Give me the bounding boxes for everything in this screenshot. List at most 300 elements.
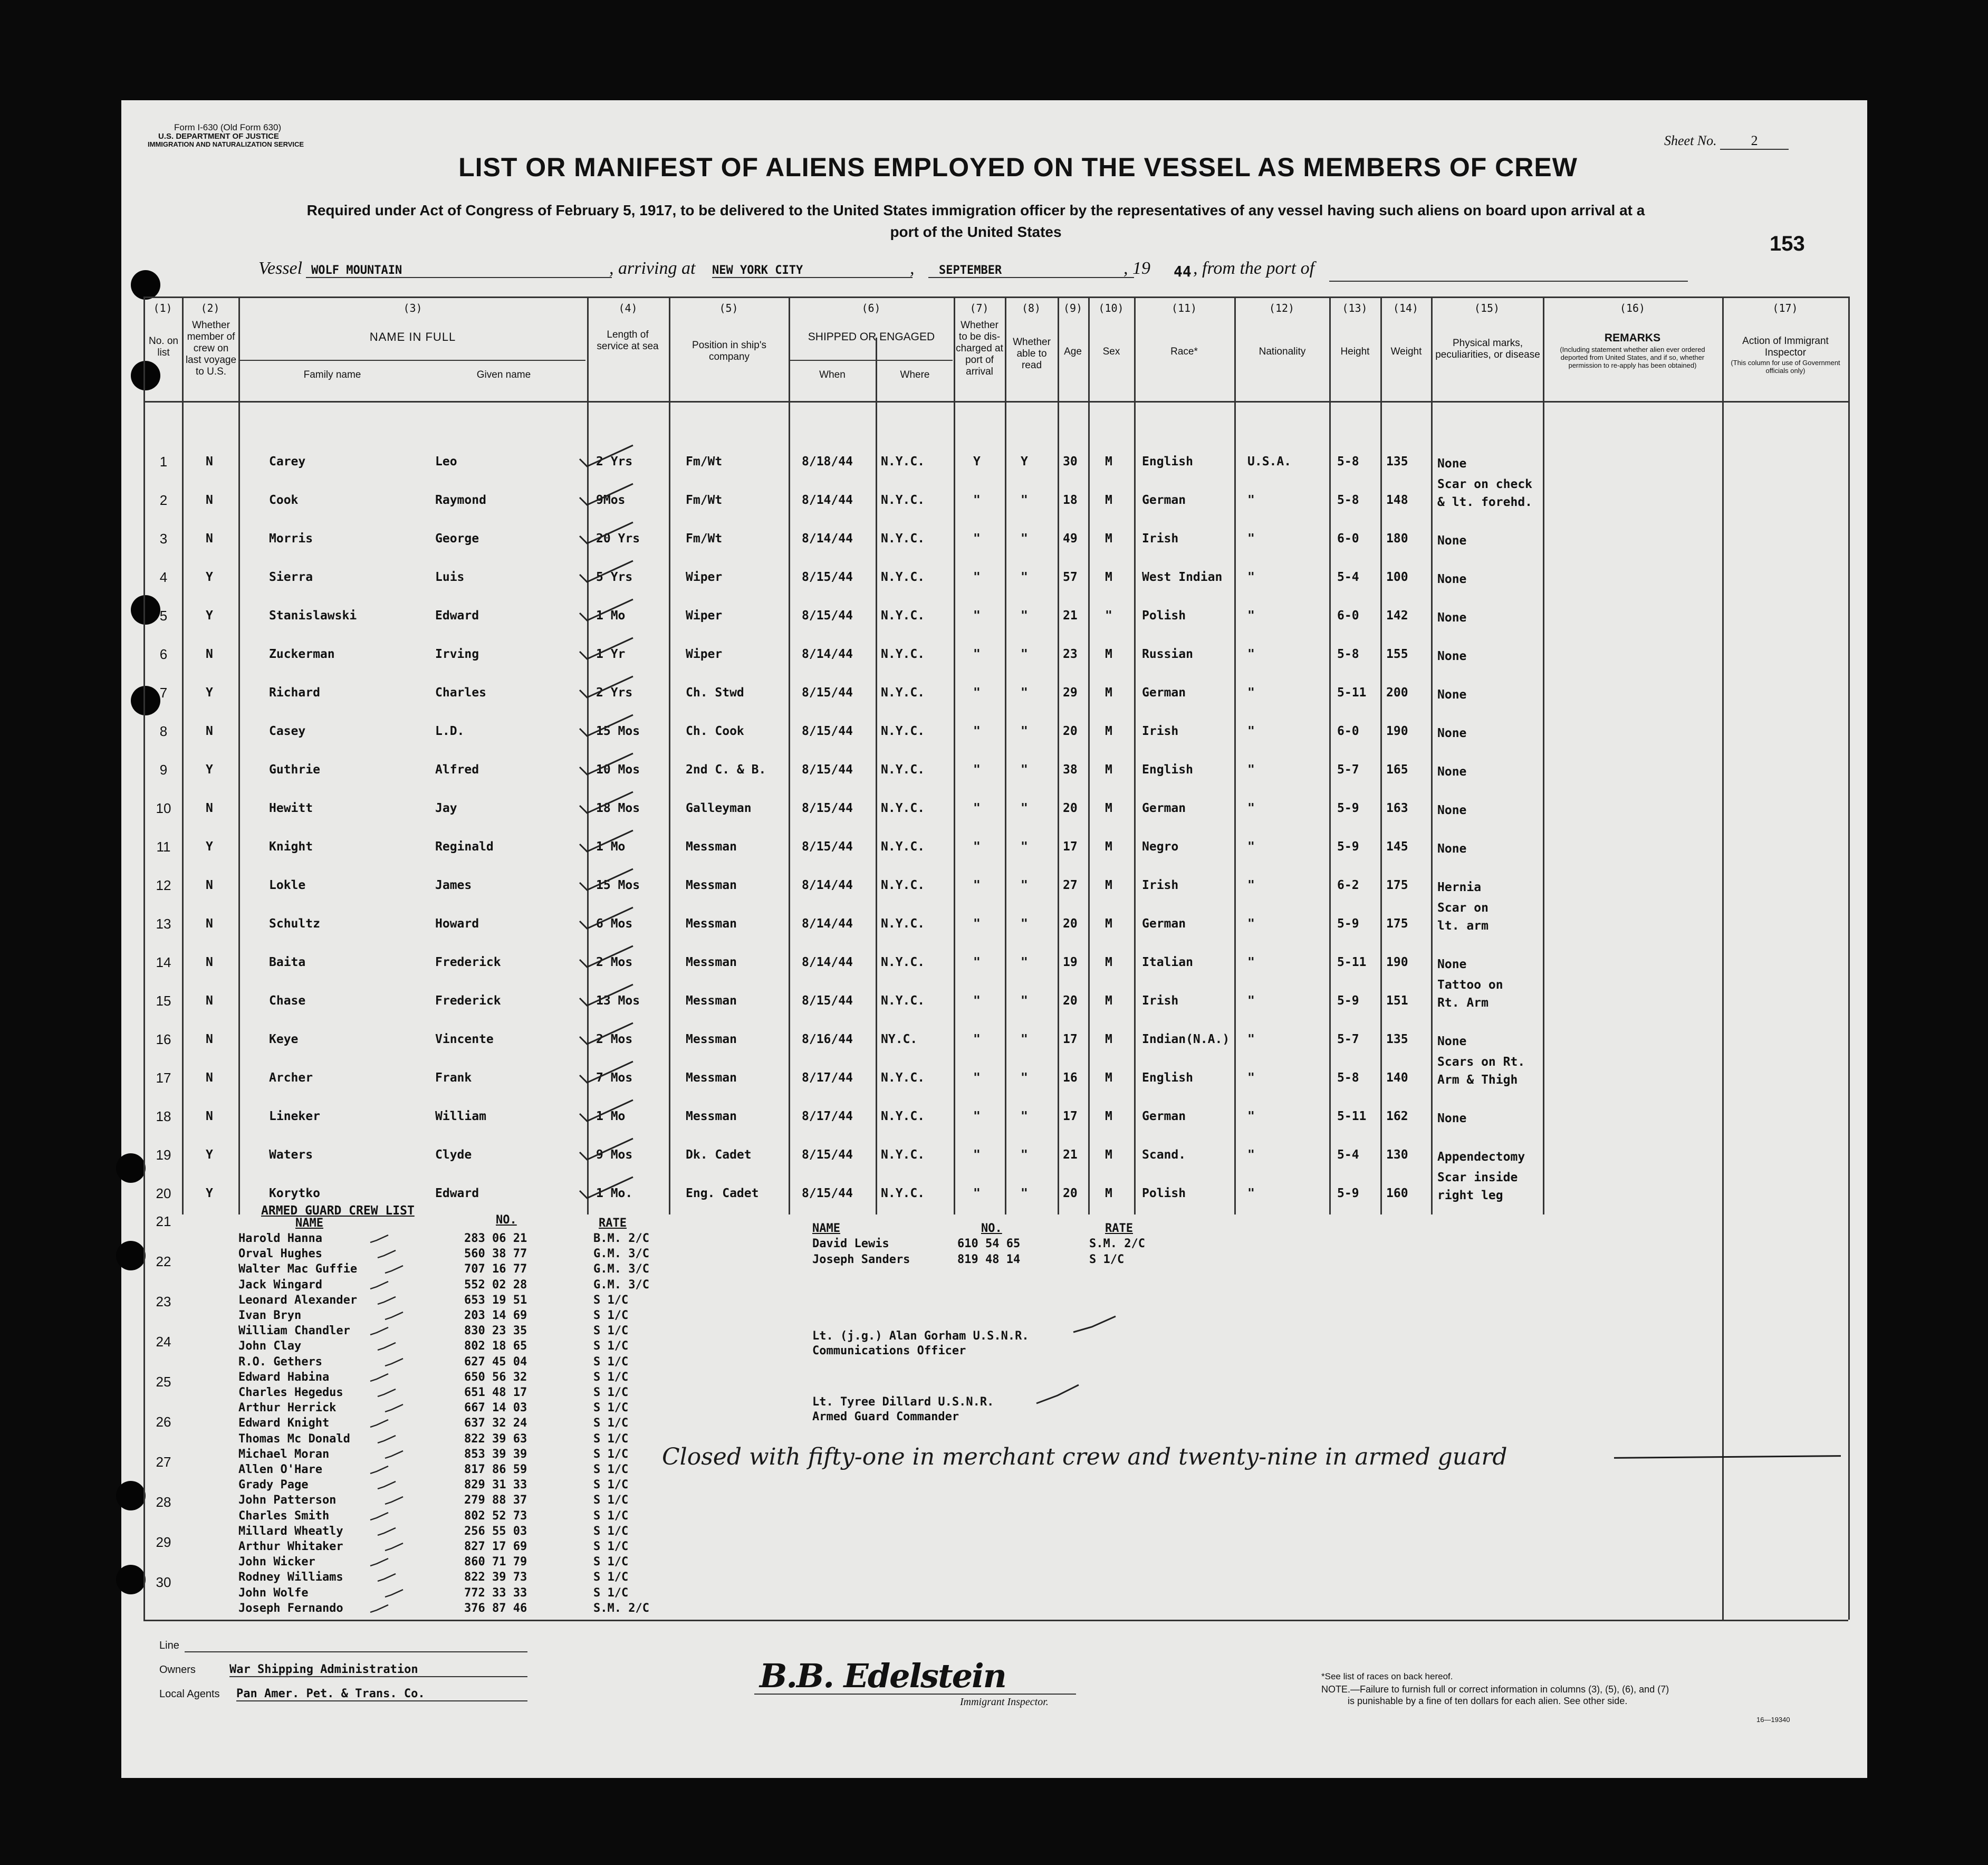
guard-service-number: 853 39 39: [464, 1447, 527, 1461]
service-cell: 5 Yrs: [596, 570, 633, 584]
check-mark: [578, 1021, 636, 1047]
col-number: (1): [153, 302, 172, 314]
last-voyage-cell: Y: [206, 609, 213, 623]
family-name-cell: Waters: [269, 1148, 313, 1162]
col-rule: [1431, 297, 1433, 1214]
position-cell: 2nd C. & B.: [686, 763, 766, 777]
guard-check-mark: [377, 1387, 398, 1400]
form-subtitle-1: Required under Act of Congress of February 5, 1917, to be delivered to the United States immigration officer by the representatives of any vessel having such aliens on board upon arrival at a: [306, 202, 1645, 218]
officer-1-check-mark: [1071, 1314, 1118, 1340]
guard-name: John Wicker: [238, 1555, 315, 1569]
able-to-read-cell: Y: [1021, 455, 1028, 468]
last-voyage-cell: Y: [206, 763, 213, 777]
col-head-family: Family name: [303, 369, 361, 380]
discharge-cell: ": [973, 1071, 981, 1085]
shipped-where-cell: N.Y.C.: [881, 609, 925, 623]
col-rule: [1088, 297, 1090, 1214]
service-cell: 6 Mos: [596, 917, 633, 931]
given-name-cell: Frederick: [435, 994, 501, 1008]
family-name-cell: Chase: [269, 994, 306, 1008]
page-number: 153: [1770, 232, 1805, 255]
age-cell: 30: [1063, 455, 1078, 468]
age-cell: 38: [1063, 763, 1078, 777]
height-cell: 5-4: [1337, 570, 1359, 584]
weight-cell: 151: [1386, 994, 1408, 1008]
check-mark: [578, 1059, 636, 1086]
able-to-read-cell: ": [1021, 570, 1028, 584]
last-voyage-cell: N: [206, 1110, 213, 1123]
family-name-cell: Morris: [269, 532, 313, 546]
shipped-where-cell: N.Y.C.: [881, 455, 925, 468]
nationality-cell: ": [1247, 609, 1255, 623]
guard-name: John Clay: [238, 1340, 302, 1353]
shipped-where-cell: NY.C.: [881, 1032, 918, 1046]
col-head-no: No. on list: [149, 336, 178, 358]
last-voyage-cell: N: [206, 917, 213, 931]
sex-cell: M: [1105, 532, 1112, 546]
position-cell: Messman: [686, 1110, 737, 1123]
physical-marks-cell: None: [1437, 572, 1467, 586]
family-name-cell: Lineker: [269, 1110, 320, 1123]
discharge-cell: ": [973, 994, 981, 1008]
discharge-cell: ": [973, 647, 981, 661]
discharge-cell: ": [973, 1110, 981, 1123]
row-number: 21: [156, 1213, 171, 1229]
shipped-where-cell: N.Y.C.: [881, 1187, 925, 1200]
guard-rate: S 1/C: [593, 1571, 629, 1584]
family-name-cell: Hewitt: [269, 801, 313, 815]
col-rule: [1134, 297, 1136, 1214]
from-port-label: , from the port of: [1193, 259, 1315, 278]
nationality-cell: ": [1247, 1110, 1255, 1123]
last-voyage-cell: N: [206, 955, 213, 969]
col-rule: [1722, 297, 1724, 1620]
sex-cell: M: [1105, 878, 1112, 892]
guard-name: Arthur Herrick: [238, 1401, 337, 1415]
col-rule: [954, 297, 955, 1214]
guard-name: Grady Page: [238, 1478, 309, 1492]
discharge-cell: ": [973, 532, 981, 546]
sex-cell: M: [1105, 647, 1112, 661]
physical-marks-cell: None: [1437, 611, 1467, 625]
service-cell: 15 Mos: [596, 724, 640, 738]
row-number: 23: [156, 1294, 171, 1309]
row-number: 11: [156, 839, 171, 855]
family-name-cell: Lokle: [269, 878, 306, 892]
nationality-cell: ": [1247, 1148, 1255, 1162]
discharge-cell: ": [973, 724, 981, 738]
given-name-cell: Reginald: [435, 840, 494, 854]
guard-name: Harold Hanna: [238, 1232, 322, 1245]
guard-service-number: 376 87 46: [464, 1601, 527, 1615]
shipped-where-cell: N.Y.C.: [881, 493, 925, 507]
height-cell: 5-9: [1337, 840, 1359, 854]
nationality-cell: ": [1247, 994, 1255, 1008]
check-mark: [578, 520, 636, 547]
race-cell: Irish: [1142, 532, 1179, 546]
row-number: 2: [159, 492, 168, 508]
armed-guard-no-head: NO.: [496, 1213, 517, 1227]
weight-cell: 163: [1386, 801, 1408, 815]
shipped-where-cell: N.Y.C.: [881, 724, 925, 738]
col-number: (17): [1772, 302, 1798, 314]
row-number: 16: [156, 1031, 171, 1047]
sex-cell: M: [1105, 801, 1112, 815]
vessel-label: Vessel: [258, 259, 303, 278]
guard-name: David Lewis: [812, 1237, 889, 1250]
guard-service-number: 802 52 73: [464, 1509, 527, 1523]
guard-name: Charles Smith: [238, 1509, 330, 1523]
guard-rate: S 1/C: [1089, 1253, 1125, 1266]
able-to-read-cell: ": [1021, 840, 1028, 854]
able-to-read-cell: ": [1021, 994, 1028, 1008]
height-cell: 5-8: [1337, 493, 1359, 507]
row-number: 6: [159, 646, 168, 662]
height-cell: 5-9: [1337, 1187, 1359, 1200]
check-mark: [578, 482, 636, 508]
check-mark: [578, 905, 636, 932]
shipped-where-cell: N.Y.C.: [881, 840, 925, 854]
from-port-field: [1329, 281, 1688, 282]
age-cell: 20: [1063, 917, 1078, 931]
guard-service-number: 822 39 63: [464, 1432, 527, 1446]
sex-cell: ": [1105, 609, 1112, 623]
sex-cell: M: [1105, 1071, 1112, 1085]
discharge-cell: ": [973, 840, 981, 854]
shipped-where-cell: N.Y.C.: [881, 763, 925, 777]
col-number: (14): [1392, 302, 1419, 314]
shipped-when-cell: 8/14/44: [802, 647, 853, 661]
guard-rate: S 1/C: [593, 1447, 629, 1461]
col-rule: [182, 297, 184, 1214]
guard-rate: S 1/C: [593, 1555, 629, 1569]
race-cell: German: [1142, 801, 1186, 815]
col-head-inspector-note: (This column for use of Government officials only): [1731, 359, 1840, 375]
guard-rate: S 1/C: [593, 1370, 629, 1384]
height-cell: 5-11: [1337, 955, 1367, 969]
given-name-cell: Frank: [435, 1071, 472, 1085]
service-cell: 10 Mos: [596, 763, 640, 777]
guard-name: Millard Wheatly: [238, 1524, 343, 1538]
race-cell: Irish: [1142, 878, 1179, 892]
sheet-number: 2: [1720, 133, 1789, 150]
guard-name: William Chandler: [238, 1324, 350, 1338]
col-head-discharged: Whether to be dis-charged at port of arrival: [956, 320, 1003, 377]
height-cell: 6-0: [1337, 609, 1359, 623]
weight-cell: 135: [1386, 455, 1408, 468]
shipped-where-cell: N.Y.C.: [881, 917, 925, 931]
guard-check-mark: [377, 1572, 398, 1584]
col-number: (12): [1269, 302, 1295, 314]
position-cell: Messman: [686, 955, 737, 969]
guard-check-mark: [369, 1372, 390, 1384]
row-number: 12: [156, 877, 171, 893]
weight-cell: 165: [1386, 763, 1408, 777]
col-number: (3): [403, 302, 422, 314]
height-cell: 5-7: [1337, 763, 1359, 777]
col-rule: [1005, 297, 1006, 1214]
col-number: (7): [969, 302, 989, 314]
races-note: *See list of races on back hereof.: [1321, 1671, 1453, 1681]
service-cell: 20 Yrs: [596, 532, 640, 546]
guard-service-number: 817 86 59: [464, 1463, 527, 1476]
arrival-month: SEPTEMBER: [928, 264, 1134, 278]
family-name-cell: Casey: [269, 724, 306, 738]
given-name-cell: Luis: [435, 570, 465, 584]
guard-check-mark: [369, 1464, 390, 1477]
sex-cell: M: [1105, 570, 1112, 584]
col-rule: [789, 297, 790, 1214]
name-sub-rule: [240, 360, 585, 361]
row-number: 29: [156, 1534, 171, 1550]
physical-marks-cell: None: [1437, 765, 1467, 779]
last-voyage-cell: N: [206, 801, 213, 815]
weight-cell: 190: [1386, 724, 1408, 738]
owners-label: Owners: [159, 1664, 196, 1676]
height-cell: 5-9: [1337, 801, 1359, 815]
shipped-when-cell: 8/15/44: [802, 763, 853, 777]
guard-rate: S 1/C: [593, 1386, 629, 1399]
header-bottom-rule: [143, 401, 1848, 403]
position-cell: Messman: [686, 1032, 737, 1046]
physical-marks-cell: Appendectomy: [1437, 1150, 1525, 1164]
guard-check-mark: [369, 1603, 390, 1615]
col-head-sex: Sex: [1102, 346, 1120, 357]
nationality-cell: U.S.A.: [1247, 455, 1292, 468]
check-mark: [578, 828, 636, 855]
col-number: (5): [719, 302, 738, 314]
weight-cell: 148: [1386, 493, 1408, 507]
guard-check-mark: [369, 1418, 390, 1430]
guard-rate: G.M. 3/C: [593, 1278, 649, 1292]
family-name-cell: Cook: [269, 493, 299, 507]
col-rule: [238, 297, 240, 1214]
nationality-cell: ": [1247, 724, 1255, 738]
check-mark: [578, 944, 636, 970]
agents-value: Pan Amer. Pet. & Trans. Co.: [236, 1687, 527, 1701]
service-cell: 7 Mos: [596, 1071, 633, 1085]
last-voyage-cell: Y: [206, 686, 213, 700]
able-to-read-cell: ": [1021, 647, 1028, 661]
last-voyage-cell: N: [206, 994, 213, 1008]
guard-name: Jack Wingard: [238, 1278, 322, 1292]
col-head-shipped: SHIPPED OR ENGAGED: [808, 331, 935, 343]
height-cell: 6-2: [1337, 878, 1359, 892]
given-name-cell: Raymond: [435, 493, 486, 507]
shipped-when-cell: 8/18/44: [802, 455, 853, 468]
guard-name: Ivan Bryn: [238, 1309, 302, 1322]
vessel-name: WOLF MOUNTAIN: [306, 264, 612, 278]
weight-cell: 190: [1386, 955, 1408, 969]
physical-marks-cell: None: [1437, 1035, 1467, 1048]
last-voyage-cell: N: [206, 1032, 213, 1046]
col-head-name: NAME IN FULL: [369, 330, 456, 343]
shipped-where-cell: N.Y.C.: [881, 686, 925, 700]
discharge-cell: ": [973, 955, 981, 969]
service-cell: 9 Mos: [596, 1148, 633, 1162]
able-to-read-cell: ": [1021, 955, 1028, 969]
line-label: Line: [159, 1640, 179, 1651]
physical-marks-cell: None: [1437, 534, 1467, 548]
officer-2-check-mark: [1034, 1382, 1081, 1409]
guard-name: R.O. Gethers: [238, 1355, 322, 1369]
guard-check-mark: [384, 1310, 405, 1323]
nationality-cell: ": [1247, 878, 1255, 892]
row-number: 8: [159, 723, 168, 739]
shipped-when-cell: 8/14/44: [802, 955, 853, 969]
sex-cell: M: [1105, 1110, 1112, 1123]
comma: ,: [910, 259, 915, 278]
last-voyage-cell: N: [206, 493, 213, 507]
col-head-inspector: Action of Immigrant Inspector: [1742, 336, 1829, 358]
physical-marks-cell: None: [1437, 958, 1467, 971]
punch-hole: [131, 270, 160, 300]
shipped-where-cell: N.Y.C.: [881, 1071, 925, 1085]
given-name-cell: William: [435, 1110, 486, 1123]
physical-marks-cell: Scar inside right leg: [1437, 1171, 1518, 1202]
shipped-where-cell: N.Y.C.: [881, 801, 925, 815]
given-name-cell: Irving: [435, 647, 479, 661]
service-name: IMMIGRATION AND NATURALIZATION SERVICE: [148, 140, 304, 148]
guard-service-number: 860 71 79: [464, 1555, 527, 1569]
sex-cell: M: [1105, 917, 1112, 931]
age-cell: 21: [1063, 1148, 1078, 1162]
nationality-cell: ": [1247, 686, 1255, 700]
discharge-cell: ": [973, 686, 981, 700]
race-cell: English: [1142, 763, 1193, 777]
guard-service-number: 256 55 03: [464, 1524, 527, 1538]
discharge-cell: ": [973, 1032, 981, 1046]
guard-check-mark: [377, 1295, 398, 1307]
row-number: 27: [156, 1454, 171, 1470]
age-cell: 18: [1063, 493, 1078, 507]
col-head-position: Position in ship's company: [692, 340, 766, 362]
col-rule: [1380, 297, 1382, 1214]
able-to-read-cell: ": [1021, 609, 1028, 623]
guard-check-mark: [384, 1402, 405, 1415]
race-cell: German: [1142, 686, 1186, 700]
row-number: 5: [159, 608, 168, 624]
discharge-cell: ": [973, 917, 981, 931]
position-cell: Fm/Wt: [686, 493, 723, 507]
col-rule: [1329, 297, 1331, 1214]
position-cell: Messman: [686, 840, 737, 854]
sex-cell: M: [1105, 1187, 1112, 1200]
armed-guard-no-head-2: NO.: [981, 1222, 1002, 1235]
age-cell: 19: [1063, 955, 1078, 969]
physical-marks-cell: Scars on Rt. Arm & Thigh: [1437, 1055, 1525, 1087]
guard-name: John Wolfe: [238, 1586, 309, 1600]
guard-name: Edward Knight: [238, 1417, 330, 1430]
given-name-cell: Frederick: [435, 955, 501, 969]
family-name-cell: Zuckerman: [269, 647, 335, 661]
service-cell: 1 Mo: [596, 840, 626, 854]
signature-rule: [754, 1694, 1076, 1695]
arrival-port: NEW YORK CITY: [712, 264, 913, 278]
given-name-cell: Edward: [435, 1187, 479, 1200]
age-cell: 20: [1063, 724, 1078, 738]
guard-rate: S 1/C: [593, 1478, 629, 1492]
race-cell: Indian(N.A.): [1142, 1032, 1230, 1046]
sex-cell: M: [1105, 455, 1112, 468]
able-to-read-cell: ": [1021, 686, 1028, 700]
position-cell: Messman: [686, 1071, 737, 1085]
punch-hole: [116, 1565, 146, 1594]
col-head-age: Age: [1064, 346, 1082, 357]
guard-rate: S 1/C: [593, 1432, 629, 1446]
row-number: 25: [156, 1374, 171, 1390]
position-cell: Galleyman: [686, 801, 752, 815]
nationality-cell: ": [1247, 917, 1255, 931]
discharge-cell: ": [973, 493, 981, 507]
sex-cell: M: [1105, 686, 1112, 700]
weight-cell: 160: [1386, 1187, 1408, 1200]
able-to-read-cell: ": [1021, 1110, 1028, 1123]
guard-rate: S 1/C: [593, 1524, 629, 1538]
col-head-remarks-note: (Including statement whether alien ever ordered deported from United States, and if so, whether permission to re-apply has been obtained): [1560, 346, 1705, 369]
able-to-read-cell: ": [1021, 1187, 1028, 1200]
guard-rate: S 1/C: [593, 1494, 629, 1507]
guard-name: Rodney Williams: [238, 1571, 343, 1584]
weight-cell: 145: [1386, 840, 1408, 854]
col-number: (13): [1342, 302, 1368, 314]
last-voyage-cell: Y: [206, 840, 213, 854]
age-cell: 23: [1063, 647, 1078, 661]
shipped-when-cell: 8/16/44: [802, 1032, 853, 1046]
discharge-cell: ": [973, 763, 981, 777]
year-prefix: , 19: [1123, 259, 1150, 278]
physical-marks-cell: None: [1437, 804, 1467, 817]
physical-marks-cell: None: [1437, 649, 1467, 663]
punch-hole: [116, 1481, 146, 1510]
check-mark: [578, 674, 636, 701]
shipped-when-cell: 8/17/44: [802, 1071, 853, 1085]
penalty-note-2: is punishable by a fine of ten dollars for each alien. See other side.: [1348, 1696, 1628, 1706]
guard-check-mark: [384, 1587, 405, 1600]
sex-cell: M: [1105, 840, 1112, 854]
guard-service-number: 283 06 21: [464, 1232, 527, 1245]
armed-guard-name-head: NAME: [295, 1217, 323, 1230]
weight-cell: 100: [1386, 570, 1408, 584]
col-head-marks: Physical marks, peculiarities, or disease: [1435, 338, 1540, 360]
age-cell: 20: [1063, 1187, 1078, 1200]
nationality-cell: ": [1247, 801, 1255, 815]
family-name-cell: Korytko: [269, 1187, 320, 1200]
sex-cell: M: [1105, 724, 1112, 738]
col-rule: [1058, 297, 1059, 1214]
race-cell: Polish: [1142, 1187, 1186, 1200]
col-number: (10): [1098, 302, 1124, 314]
guard-rate: S 1/C: [593, 1293, 629, 1307]
guard-rate: S.M. 2/C: [593, 1601, 649, 1615]
col-head-when: When: [819, 369, 846, 380]
row-number: 15: [156, 993, 171, 1009]
punch-hole: [131, 361, 160, 390]
race-cell: German: [1142, 917, 1186, 931]
col-rule: [669, 297, 670, 1214]
col-number: (15): [1474, 302, 1500, 314]
penalty-note: NOTE.—Failure to furnish full or correct information in columns (3), (5), (6), and (7): [1321, 1684, 1669, 1695]
shipped-when-cell: 8/15/44: [802, 570, 853, 584]
form-code: 16—19340: [1756, 1716, 1790, 1724]
service-cell: 2 Mos: [596, 955, 633, 969]
guard-service-number: 707 16 77: [464, 1263, 527, 1276]
race-cell: Polish: [1142, 609, 1186, 623]
armed-guard-name-head-2: NAME: [812, 1222, 840, 1235]
discharge-cell: ": [973, 1187, 981, 1200]
discharge-cell: ": [973, 801, 981, 815]
discharge-cell: ": [973, 1148, 981, 1162]
